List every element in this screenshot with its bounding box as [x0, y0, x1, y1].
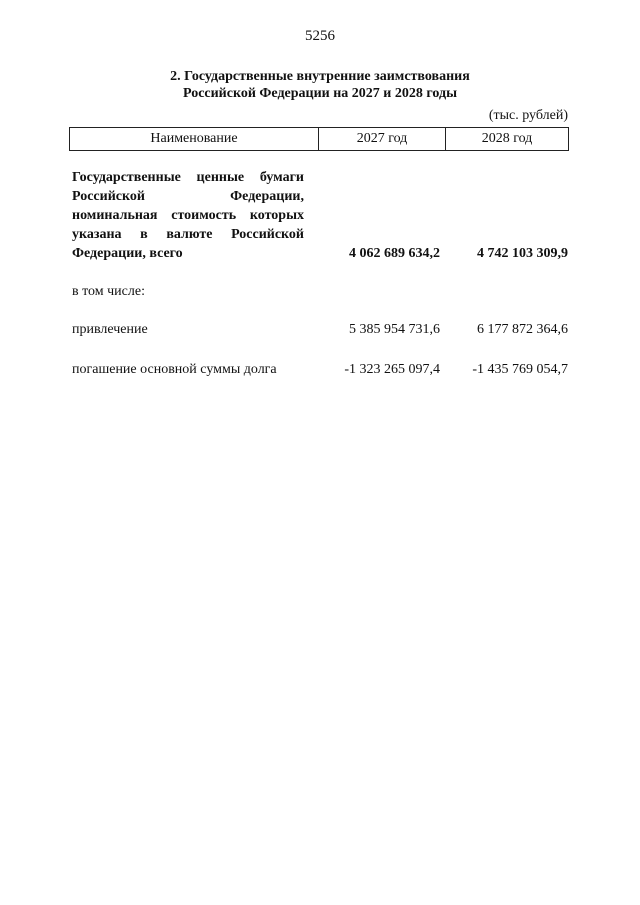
row-name: погашение основной суммы долга [72, 362, 277, 377]
units-label: (тыс. рублей) [488, 108, 568, 123]
header-2027: 2027 год [319, 128, 446, 151]
row-name: Государственные ценные бумаги Российской Федерации, номинальная стоимость которых указана в валюте Российской Федерации, всего [72, 170, 304, 261]
row-value-2028: 4 742 103 309,9 [477, 246, 568, 261]
section-title [0, 68, 640, 102]
row-name: в том числе: [72, 284, 145, 299]
header-name: Наименование [70, 128, 319, 151]
table-row-total [72, 168, 568, 268]
row-value-2027: -1 323 265 097,4 [344, 362, 440, 377]
row-value-2027: 5 385 954 731,6 [349, 322, 440, 337]
row-name: привлечение [72, 322, 148, 337]
section-title-line-1: 2. Государственные внутренние заимствования [170, 69, 470, 84]
table-row-including [72, 282, 568, 302]
table-header [69, 127, 569, 151]
page-number: 5256 [305, 28, 335, 44]
row-value-2028: -1 435 769 054,7 [472, 362, 568, 377]
row-value-2028: 6 177 872 364,6 [477, 322, 568, 337]
table-row-repayment [72, 360, 568, 380]
table-row-borrowing [72, 320, 568, 340]
header-2028: 2028 год [446, 128, 569, 151]
row-value-2027: 4 062 689 634,2 [349, 246, 440, 261]
section-title-line-2: Российской Федерации на 2027 и 2028 годы [182, 86, 457, 101]
